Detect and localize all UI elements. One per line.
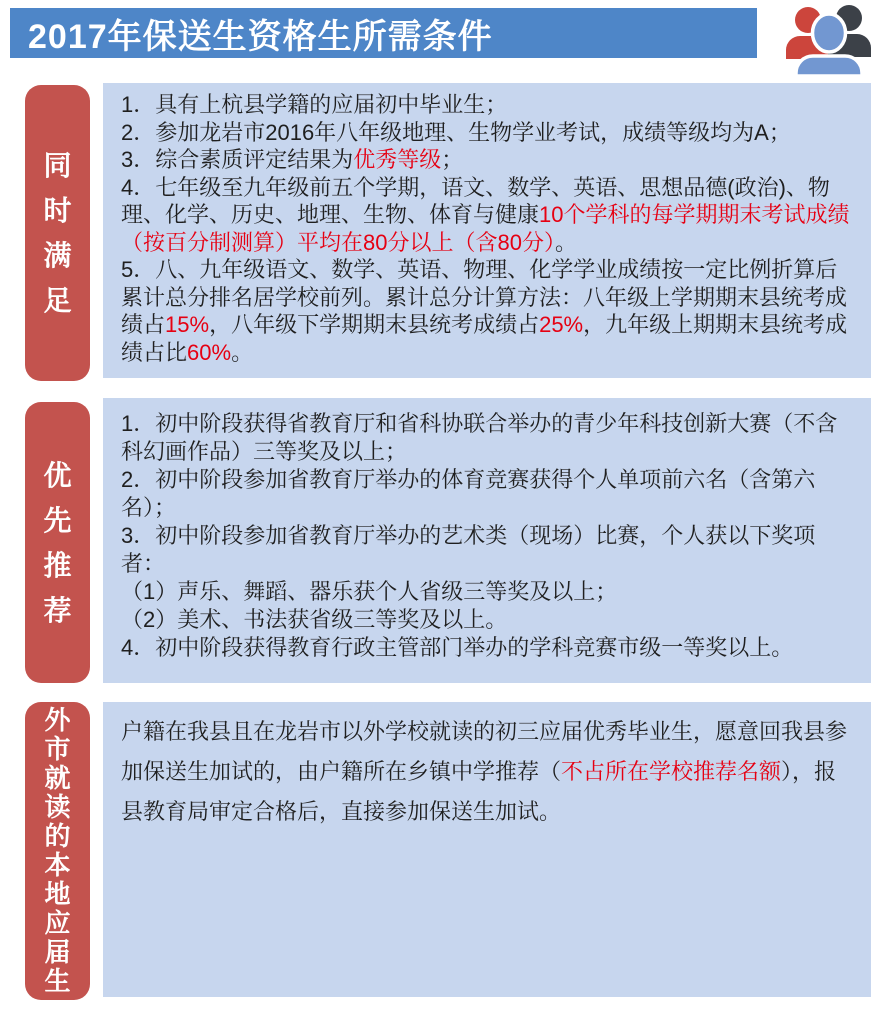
- paragraph: [121, 578, 853, 606]
- highlighted-text: 15%: [165, 312, 210, 337]
- section-label-char: 读: [44, 792, 71, 822]
- paragraph: [121, 466, 853, 522]
- section-label-pill: [25, 702, 90, 1000]
- page-title: 2017年保送生资格生所需条件: [28, 17, 493, 56]
- section-label-char: 同: [43, 150, 72, 181]
- body-text: ），报县教育局审定合格后，直接参加保送生加试。: [121, 759, 837, 824]
- section-content-box: [103, 702, 871, 997]
- body-text: （2）美术、书法获省级三等奖及以上。: [121, 607, 508, 632]
- paragraph: [121, 256, 853, 366]
- section-label-char: 市: [44, 734, 71, 764]
- body-text: 3．综合素质评定结果为: [121, 147, 354, 172]
- people-group-icon: [784, 0, 874, 76]
- paragraph: [121, 410, 853, 466]
- highlighted-text: 10个学科的每学期期末考试成绩（按百分制测算）平均在80分以上（含80分）: [121, 202, 850, 255]
- body-text: ，八年级下学期期末县统考成绩占: [209, 312, 540, 337]
- highlighted-text: 优秀等级: [353, 147, 442, 172]
- body-text: 户籍在我县且在龙岩市以外学校就读的初三应届优秀毕业生，愿意回我县参加保送生加试的，由户籍所在乡镇中学推荐（: [121, 719, 848, 784]
- paragraph: [121, 174, 853, 257]
- paragraph: [121, 146, 853, 174]
- section-label-pill: [25, 402, 90, 683]
- section-label-char: 优: [43, 459, 72, 491]
- body-text: 1．初中阶段获得省教育厅和省科协联合举办的青少年科技创新大赛（不含科幻画作品）三等奖及以上；: [121, 411, 838, 464]
- body-text: ；: [441, 147, 464, 172]
- body-text: 4．七年级至九年级前五个学期，语文、数学、英语、思想品德(政治)、物理、化学、历史、地理、生物、体育与健康: [121, 174, 830, 227]
- paragraph: [121, 634, 853, 662]
- section-label-char: 荐: [43, 594, 72, 626]
- body-text: 4．初中阶段获得教育行政主管部门举办的学科竞赛市级一等奖以上。: [121, 635, 794, 660]
- section-label-char: 地: [44, 879, 71, 909]
- highlighted-text: 不占所在学校推荐名额: [561, 759, 782, 784]
- section-label-char: 应: [44, 908, 71, 938]
- body-text: 3．初中阶段参加省教育厅举办的艺术类（现场）比赛，个人获以下奖项者：: [121, 523, 816, 576]
- paragraph: [121, 522, 853, 578]
- section-label-pill: [25, 85, 90, 381]
- section-label-char: 就: [44, 763, 71, 793]
- body-text: 5．八、九年级语文、数学、英语、物理、化学学业成绩按一定比例折算后累计总分排名居学校前列。累计总分计算方法：八年级上学期期末县统考成绩占: [121, 257, 848, 337]
- highlighted-text: 60%: [187, 339, 232, 365]
- paragraph: [121, 91, 853, 119]
- section-label-char: 满: [43, 240, 72, 271]
- header-bar: [10, 8, 757, 58]
- paragraph: [121, 119, 853, 147]
- body-text: 1．具有上杭县学籍的应届初中毕业生；: [121, 92, 508, 117]
- section-label-char: 的: [44, 821, 71, 851]
- body-text: （1）声乐、舞蹈、器乐获个人省级三等奖及以上；: [121, 579, 618, 604]
- body-text: 2．初中阶段参加省教育厅举办的体育竞赛获得个人单项前六名（含第六名）；: [121, 467, 816, 520]
- body-text: 2．参加龙岩市2016年八年级地理、生物学业考试，成绩等级均为A；: [121, 119, 791, 145]
- highlighted-text: 25%: [539, 312, 584, 337]
- body-text: ，九年级上期期末县统考成绩占比: [121, 312, 848, 365]
- paragraph: [121, 712, 853, 832]
- section-label-char: 先: [43, 504, 72, 536]
- section-label-char: 足: [43, 285, 72, 316]
- section-content-box: [103, 83, 871, 378]
- section-label-char: 本: [44, 850, 71, 880]
- section-label-char: 届: [44, 937, 71, 967]
- section-label-char: 推: [43, 549, 72, 581]
- section-label-char: 时: [43, 195, 72, 226]
- paragraph: [121, 606, 853, 634]
- body-text: 。: [231, 339, 254, 365]
- section-label-char: 外: [44, 705, 71, 735]
- section-content-box: [103, 398, 871, 683]
- body-text: 。: [554, 229, 577, 255]
- section-label-char: 生: [44, 966, 71, 996]
